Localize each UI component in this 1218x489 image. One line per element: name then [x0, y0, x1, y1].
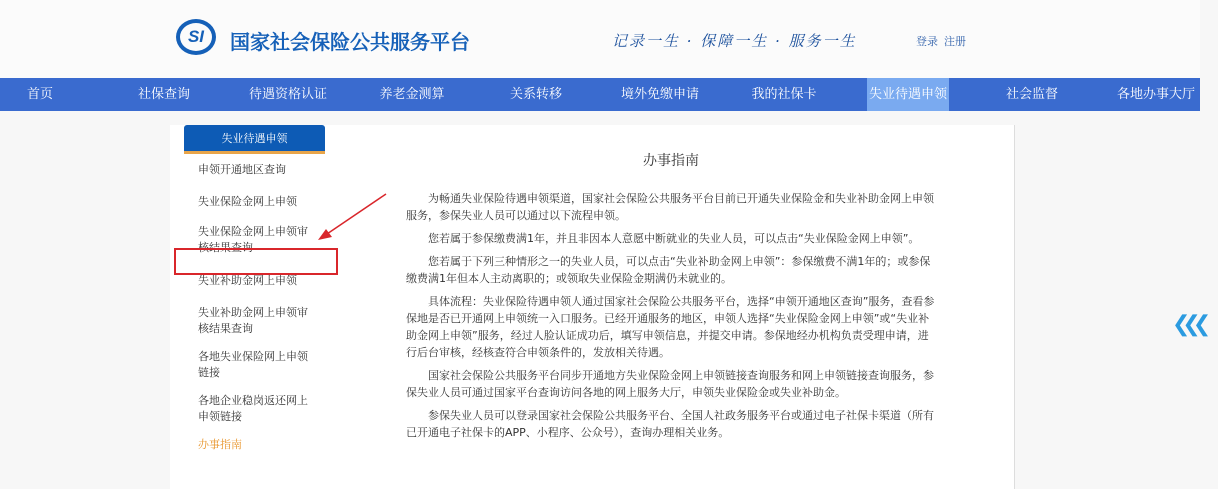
- site-header: [0, 0, 1200, 78]
- nav-item[interactable]: 社保查询: [137, 87, 190, 102]
- sidebar-item[interactable]: 失业补助金网上申领: [198, 274, 297, 287]
- sidebar-item[interactable]: 失业补助金网上申领审核结果查询: [198, 306, 308, 335]
- nav-item[interactable]: 首页: [26, 87, 53, 102]
- paragraph: 国家社会保险公共服务平台同步开通地方失业保险金网上申领链接查询服务和网上申领链接查询服务，参保失业人员可通过国家平台查询访问各地的网上服务大厅，申领失业保险金或失业补助金。: [406, 369, 934, 399]
- paragraph: 您若属于参保缴费满1年，并且非因本人意愿中断就业的失业人员，可以点击“失业保险金网上申领”。: [428, 232, 920, 245]
- page-title: 办事指南: [643, 153, 699, 169]
- slogan: 记录一生 · 保障一生 · 服务一生: [612, 32, 857, 50]
- nav-item[interactable]: 养老金测算: [379, 87, 445, 102]
- nav-item[interactable]: 各地办事大厅: [1116, 87, 1195, 102]
- nav-item[interactable]: 关系转移: [509, 87, 562, 102]
- sidebar: [184, 125, 325, 459]
- highlight-box: [174, 248, 338, 275]
- guide-content: [406, 150, 936, 447]
- sidebar-item[interactable]: 失业保险金网上申领: [198, 195, 297, 208]
- sidebar-item[interactable]: 办事指南: [198, 438, 242, 451]
- paragraph: 您若属于下列三种情形之一的失业人员，可以点击“失业补助金网上申领”：参保缴费不满1年的；或参保缴费满1年但本人主动离职的；或领取失业保险金期满仍未就业的。: [406, 255, 931, 285]
- login-link[interactable]: 登录: [916, 35, 938, 48]
- paragraph: 具体流程：失业保险待遇申领人通过国家社会保险公共服务平台，选择“申领开通地区查询”服务，查看参保地是否已开通网上申领统一入口服务。已经开通服务的地区，申领人选择“失业保险金网上申领”或“失业补助金网上申领”服务，经过人脸认证成功后，填写申领信息，并提交申请。参保地经办机构负责受理申请，进行后台审核，经核查符合申领条件的，发放相关待遇。: [406, 295, 935, 359]
- sidebar-item[interactable]: 失业保险金网上申领审核结果查询: [198, 225, 308, 254]
- nav-item[interactable]: 失业待遇申领: [867, 78, 949, 111]
- site-title[interactable]: 国家社会保险公共服务平台: [230, 30, 470, 54]
- red-arrow-icon: [310, 190, 390, 245]
- auth-links: [916, 33, 972, 49]
- double-chevron-left-icon[interactable]: ❮❮❮: [1172, 312, 1204, 337]
- site-logo[interactable]: SI: [176, 19, 216, 55]
- main-nav: [0, 78, 1200, 111]
- nav-item[interactable]: 境外免缴申请: [620, 87, 699, 102]
- register-link[interactable]: 注册: [944, 35, 966, 48]
- sidebar-item[interactable]: 各地失业保险网上申领链接: [198, 350, 308, 379]
- sidebar-title: 失业待遇申领: [184, 125, 325, 154]
- nav-item[interactable]: 我的社保卡: [751, 87, 817, 102]
- sidebar-item[interactable]: 各地企业稳岗返还网上申领链接: [198, 394, 308, 423]
- paragraph: 为畅通失业保险待遇申领渠道，国家社会保险公共服务平台目前已开通失业保险金和失业补助金网上申领服务，参保失业人员可以通过以下流程申领。: [406, 192, 934, 222]
- nav-item[interactable]: 待遇资格认证: [248, 87, 327, 102]
- sidebar-item[interactable]: 申领开通地区查询: [198, 163, 286, 176]
- paragraph: 参保失业人员可以登录国家社会保险公共服务平台、全国人社政务服务平台或通过电子社保卡渠道（所有已开通电子社保卡的APP、小程序、公众号），查询办理相关业务。: [406, 409, 934, 439]
- nav-item[interactable]: 社会监督: [1005, 87, 1058, 102]
